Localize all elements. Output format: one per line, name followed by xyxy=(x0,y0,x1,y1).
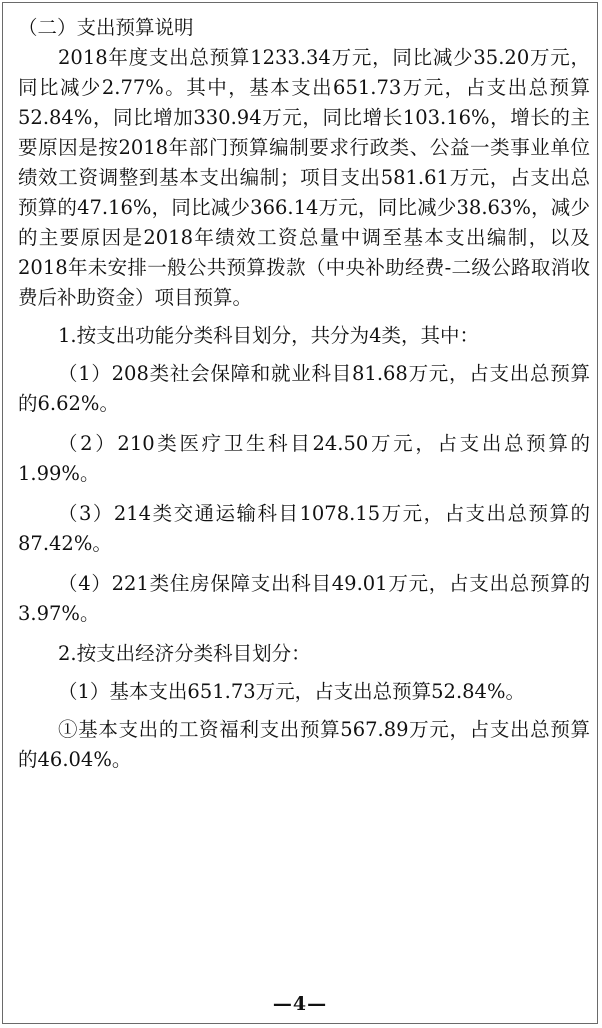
economic-classification-heading: 2.按支出经济分类科目划分： xyxy=(58,642,311,665)
document-page xyxy=(2,2,598,1024)
item-208-social-security: （1）208类社会保障和就业科目81.68万元，占支出总预算的6.62%。 xyxy=(18,362,590,415)
item-221-housing: （4）221类住房保障支出科目49.01万元，占支出总预算的3.97%。 xyxy=(18,572,590,625)
page-number: —4— xyxy=(272,993,328,1015)
item-210-medical: （2）210类医疗卫生科目24.50万元，占支出总预算的1.99%。 xyxy=(18,432,590,485)
item-214-transport: （3）214类交通运输科目1078.15万元，占支出总预算的87.42%。 xyxy=(18,502,590,555)
section-title: （二）支出预算说明 xyxy=(18,16,194,39)
wage-welfare-item: ①基本支出的工资福利支出预算567.89万元，占支出总预算的46.04%。 xyxy=(18,718,590,771)
intro-paragraph: 2018年度支出总预算1233.34万元，同比减少35.20万元，同比减少2.77%。其中，基本支出651.73万元，占支出总预算52.84%，同比增加330.94万元，同比增长103.16%，增长的主要原因是按2018年部门预算编制要求行政类、公益一类事业单位绩效工资调整到基本支出编制；项目支出581.61万元，占支出总预算的47.16%，同比减少366.14万元，同比减少38.63%，减少的主要原因是2018年绩效工资总量中调至基本支出编制，以及2018年未安排一般公共预算拨款（中央补助经费-二级公路取消收费后补助资金）项目预算。 xyxy=(18,46,590,309)
basic-expense-item: （1）基本支出651.73万元，占支出总预算52.84%。 xyxy=(58,680,525,703)
document-body xyxy=(18,13,590,775)
functional-classification-heading: 1.按支出功能分类科目划分，共分为4类，其中： xyxy=(58,324,480,347)
